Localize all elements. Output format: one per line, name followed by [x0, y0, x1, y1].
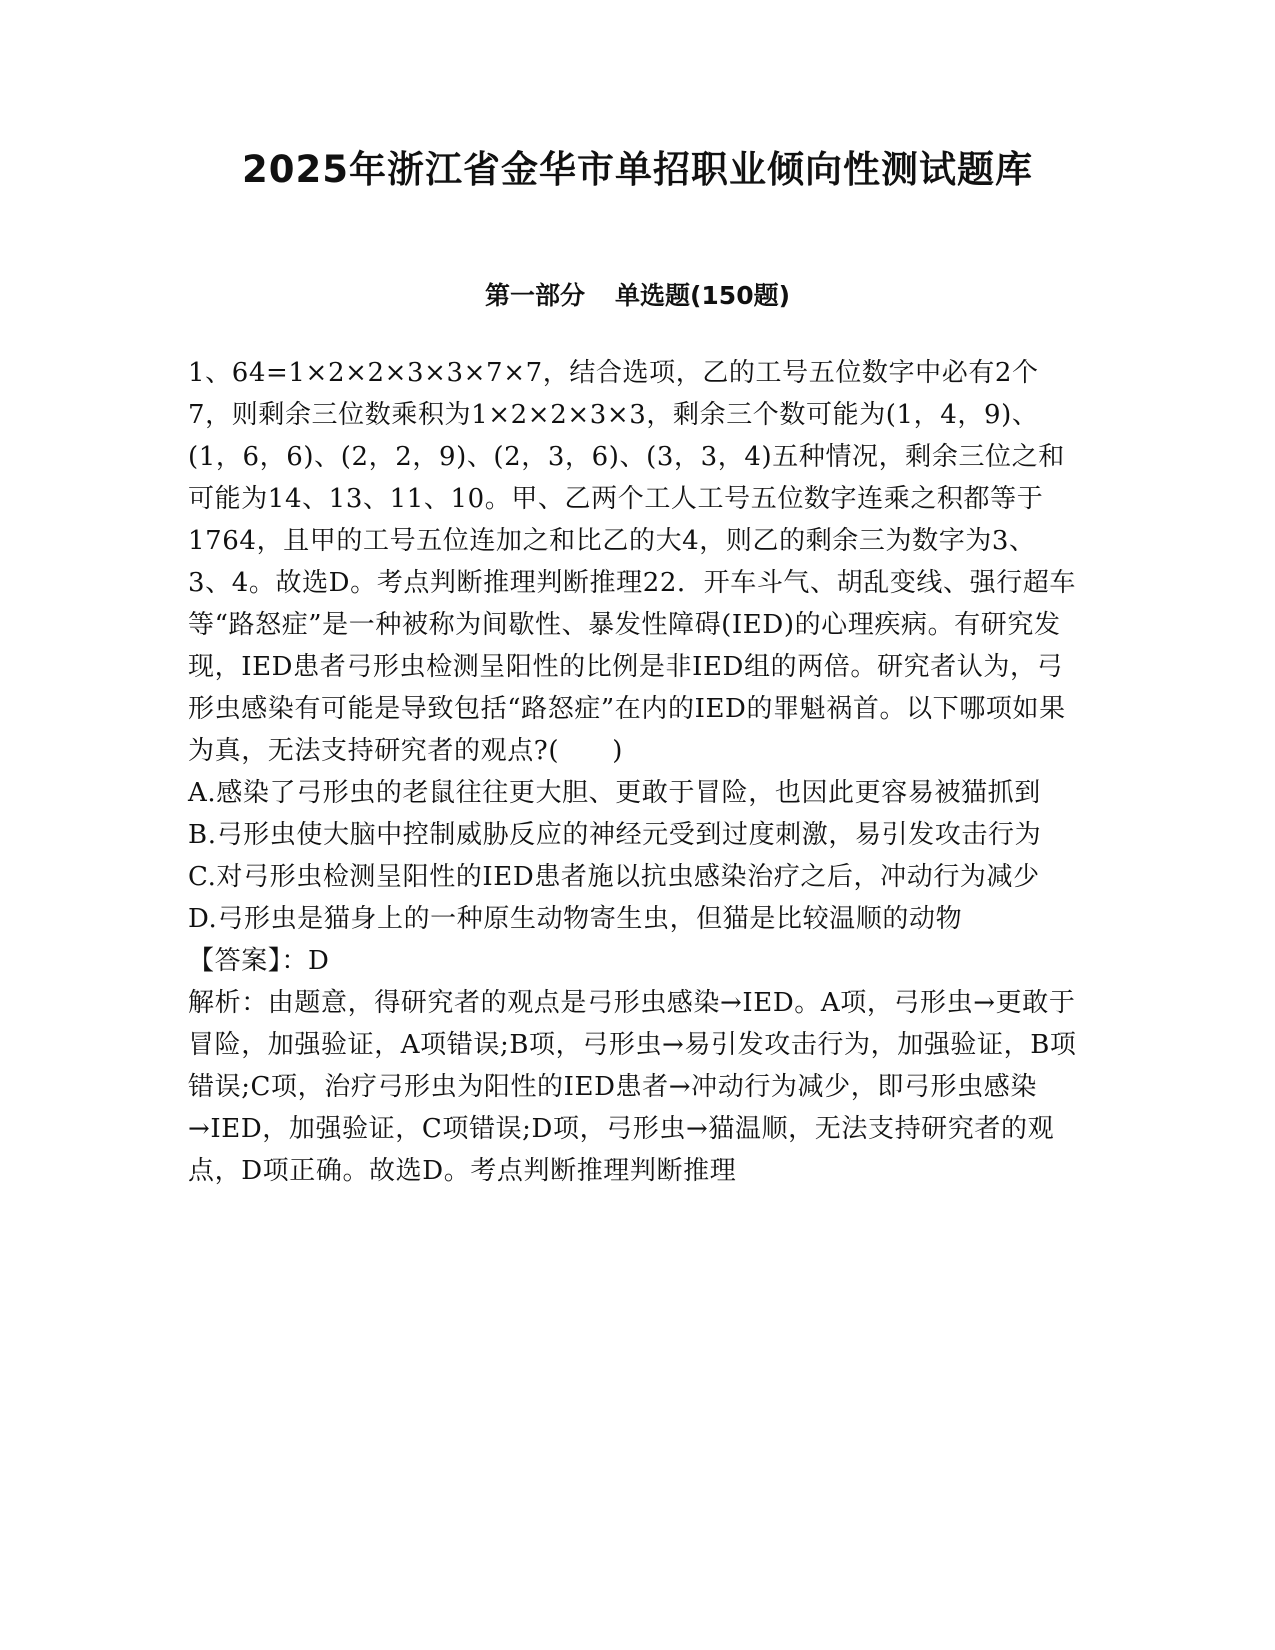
document-title: 2025年浙江省金华市单招职业倾向性测试题库 — [242, 148, 1033, 191]
question-stem: 1、64=1×2×2×3×3×7×7，结合选项，乙的工号五位数字中必有2个7，则剩余三位数乘积为1×2×2×3×3，剩余三个数可能为(1，4，9)、(1，6，6)、(2，2，9)、(2，3，6)、(3，3，4)五种情况，剩余三位之和可能为14、13、11、10。甲、乙两个工人工号五位数字连乘之积都等于1764，且甲的工号五位连加之和比乙的大4，则乙的剩余三为数字为3、3、4。故选D。考点判断推理判断推理22．开车斗气、胡乱变线、强行超车等“路怒症”是一种被称为间歇性、暴发性障碍(IED)的心理疾病。有研究发现，IED患者弓形虫检测呈阳性的比例是非IED组的两倍。研究者认为，弓形虫感染有可能是导致包括“路怒症”在内的IED的罪魁祸首。以下哪项如果为真，无法支持研究者的观点?( ) — [188, 358, 1077, 766]
option-a: A.感染了弓形虫的老鼠往往更大胆、更敢于冒险，也因此更容易被猫抓到 — [188, 778, 1041, 808]
analysis-text: 解析：由题意，得研究者的观点是弓形虫感染→IED。A项，弓形虫→更敢于冒险，加强验证，A项错误;B项，弓形虫→易引发攻击行为，加强验证，B项错误;C项，治疗弓形虫为阳性的IED患者→冲动行为减少，即弓形虫感染→IED，加强验证，C项错误;D项，弓形虫→猫温顺，无法支持研究者的观点，D项正确。故选D。考点判断推理判断推理 — [188, 988, 1077, 1186]
option-c: C.对弓形虫检测呈阳性的IED患者施以抗虫感染治疗之后，冲动行为减少 — [188, 862, 1040, 892]
option-b: B.弓形虫使大脑中控制威胁反应的神经元受到过度刺激，易引发攻击行为 — [188, 820, 1042, 850]
question-block — [188, 352, 1078, 1192]
section-part: 第一部分 — [484, 281, 585, 310]
section-title — [0, 280, 1275, 312]
answer-line: 【答案】：D — [188, 946, 330, 976]
section-name: 单选题(150题) — [614, 281, 791, 310]
option-d: D.弓形虫是猫身上的一种原生动物寄生虫，但猫是比较温顺的动物 — [188, 904, 963, 934]
